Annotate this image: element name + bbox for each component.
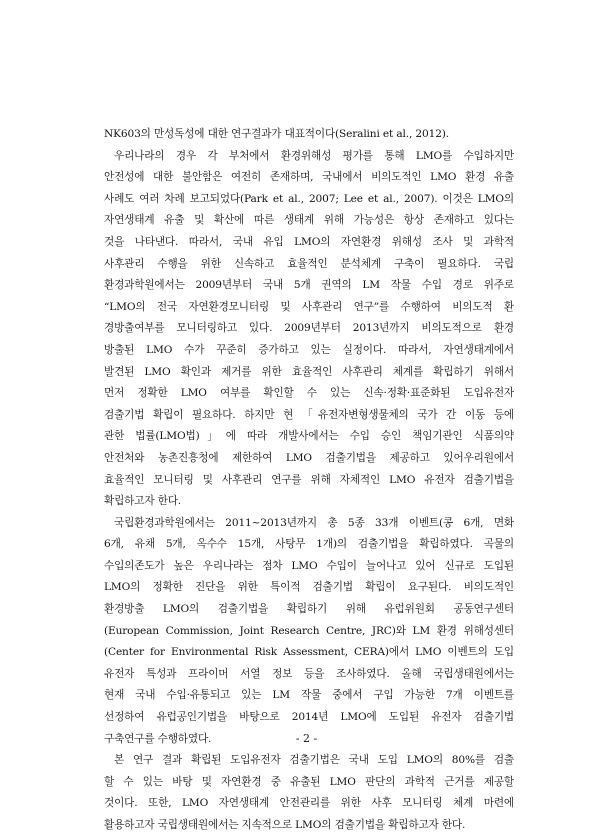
text-line: 경방출여부를 모니터링하고 있다. 2009년부터 2013년까지 비의도적으로 환경 bbox=[104, 322, 514, 335]
text-line: 할 수 있는 바탕 및 자연환경 중 유출된 LMO 판단의 과학적 근거를 제공할 bbox=[104, 775, 514, 788]
text-line: 사례도 여러 차례 보고되었다(Park et al., 2007; Lee et al., 2007). 이것은 LMO의 bbox=[104, 192, 514, 205]
text-line: 사후관리 수행을 위한 신속하고 효율적인 분석체계 구축이 필요하다. 국립 bbox=[104, 257, 514, 270]
text-line: “LMO의 전국 자연환경모니터링 및 사후관리 연구”를 수행하여 비의도적 환 bbox=[104, 300, 514, 313]
text-line: 수입의존도가 높은 우리나라는 점차 LMO 수입이 늘어나고 있어 신규로 도입된 bbox=[104, 559, 514, 572]
text-line: 검출기법 확립이 필요하다. 하지만 현 「유전자변형생물체의 국가 간 이동 등에 bbox=[104, 408, 514, 421]
paragraph-3 bbox=[104, 513, 514, 751]
paragraph-2 bbox=[104, 146, 514, 513]
page-number: - 2 - bbox=[295, 732, 318, 745]
text-line: (European Commission, Joint Research Centre, JRC)와 LM 환경 위해성센터 bbox=[104, 624, 514, 637]
text-line: NK603의 만성독성에 대한 연구결과가 대표적이다(Seralini et al., 2012). bbox=[104, 128, 449, 140]
text-line: 발견된 LMO 확인과 제거를 위한 효율적인 사후관리 체계를 확립하기 위해서 bbox=[104, 365, 514, 378]
text-line: 먼저 정확한 LMO 여부를 확인할 수 있는 신속·정확·표준화된 도입유전자 bbox=[104, 387, 514, 400]
text-line: 관한 법률(LMO법)」에 따라 개발사에서는 수입 승인 책임기관인 식품의약 bbox=[104, 430, 514, 443]
text-line: 방출된 LMO 수가 꾸준히 증가하고 있는 실정이다. 따라서, 자연생태계에서 bbox=[104, 343, 514, 356]
text-line: 자연생태계 유출 및 확산에 따른 생태계 위해 가능성은 항상 존재하고 있다는 bbox=[104, 214, 514, 227]
text-line: 6개, 유채 5개, 옥수수 15개, 사탕무 1개)의 검출기법을 확립하였다. 곡물의 bbox=[104, 538, 514, 551]
text-line: 유전자 특성과 프라이머 서열 정보 등을 조사하였다. 올해 국립생태원에서는 bbox=[104, 667, 514, 680]
text-line: 안전처와 농촌진흥청에 제한하여 LMO 검출기법을 제공하고 있어우리원에서 bbox=[104, 451, 514, 464]
paragraph-4 bbox=[104, 750, 514, 836]
text-line: 환경방출 LMO의 검출기법을 확립하기 위해 유럽위원회 공동연구센터 bbox=[104, 603, 514, 616]
text-line: 우리나라의 경우 각 부처에서 환경위해성 평가를 통해 LMO를 수입하지만 bbox=[114, 149, 514, 162]
text-line: 것을 나타낸다. 따라서, 국내 유입 LMO의 자연환경 위해성 조사 및 과학적 bbox=[104, 235, 514, 248]
text-line: 확립하고자 한다. bbox=[104, 495, 182, 508]
body-text bbox=[104, 124, 514, 837]
text-line: LMO의 정확한 진단을 위한 특이적 검출기법 확립이 요구된다. 비의도적인 bbox=[104, 581, 514, 594]
text-line: 안전성에 대한 불안함은 여전히 존재하며, 국내에서 비의도적인 LMO 환경 유출 bbox=[104, 171, 514, 184]
paragraph-1 bbox=[104, 124, 514, 146]
text-line: 현재 국내 수입·유통되고 있는 LM 작물 중에서 구입 가능한 7개 이벤트를 bbox=[104, 689, 514, 702]
text-line: (Center for Environmental Risk Assessment, CERA)에서 LMO 이벤트의 도입 bbox=[104, 646, 514, 659]
text-line: 선정하여 유럽공인기법을 바탕으로 2014년 LMO에 도입된 유전자 검출기법 bbox=[104, 711, 514, 724]
text-line: 본 연구 결과 확립된 도입유전자 검출기법은 국내 도입 LMO의 80%를 검출 bbox=[114, 754, 514, 767]
text-line: 환경과학원에서는 2009년부터 국내 5개 권역의 LM 작물 수입 경로 위주로 bbox=[104, 279, 514, 292]
text-line: 것이다. 또한, LMO 자연생태계 안전관리를 위한 사후 모니터링 체계 마련에 bbox=[104, 797, 514, 810]
text-line: 효율적인 모니터링 및 사후관리 연구를 위해 자체적인 LMO 유전자 검출기법을 bbox=[104, 473, 514, 486]
text-line: 구축연구를 수행하였다. bbox=[104, 732, 212, 745]
text-line: 국립환경과학원에서는 2011~2013년까지 총 5종 33개 이벤트(콩 6개, 면화 bbox=[114, 516, 514, 529]
text-line: 활용하고자 국립생태원에서는 지속적으로 LMO의 검출기법을 확립하고자 한다. bbox=[104, 819, 466, 831]
